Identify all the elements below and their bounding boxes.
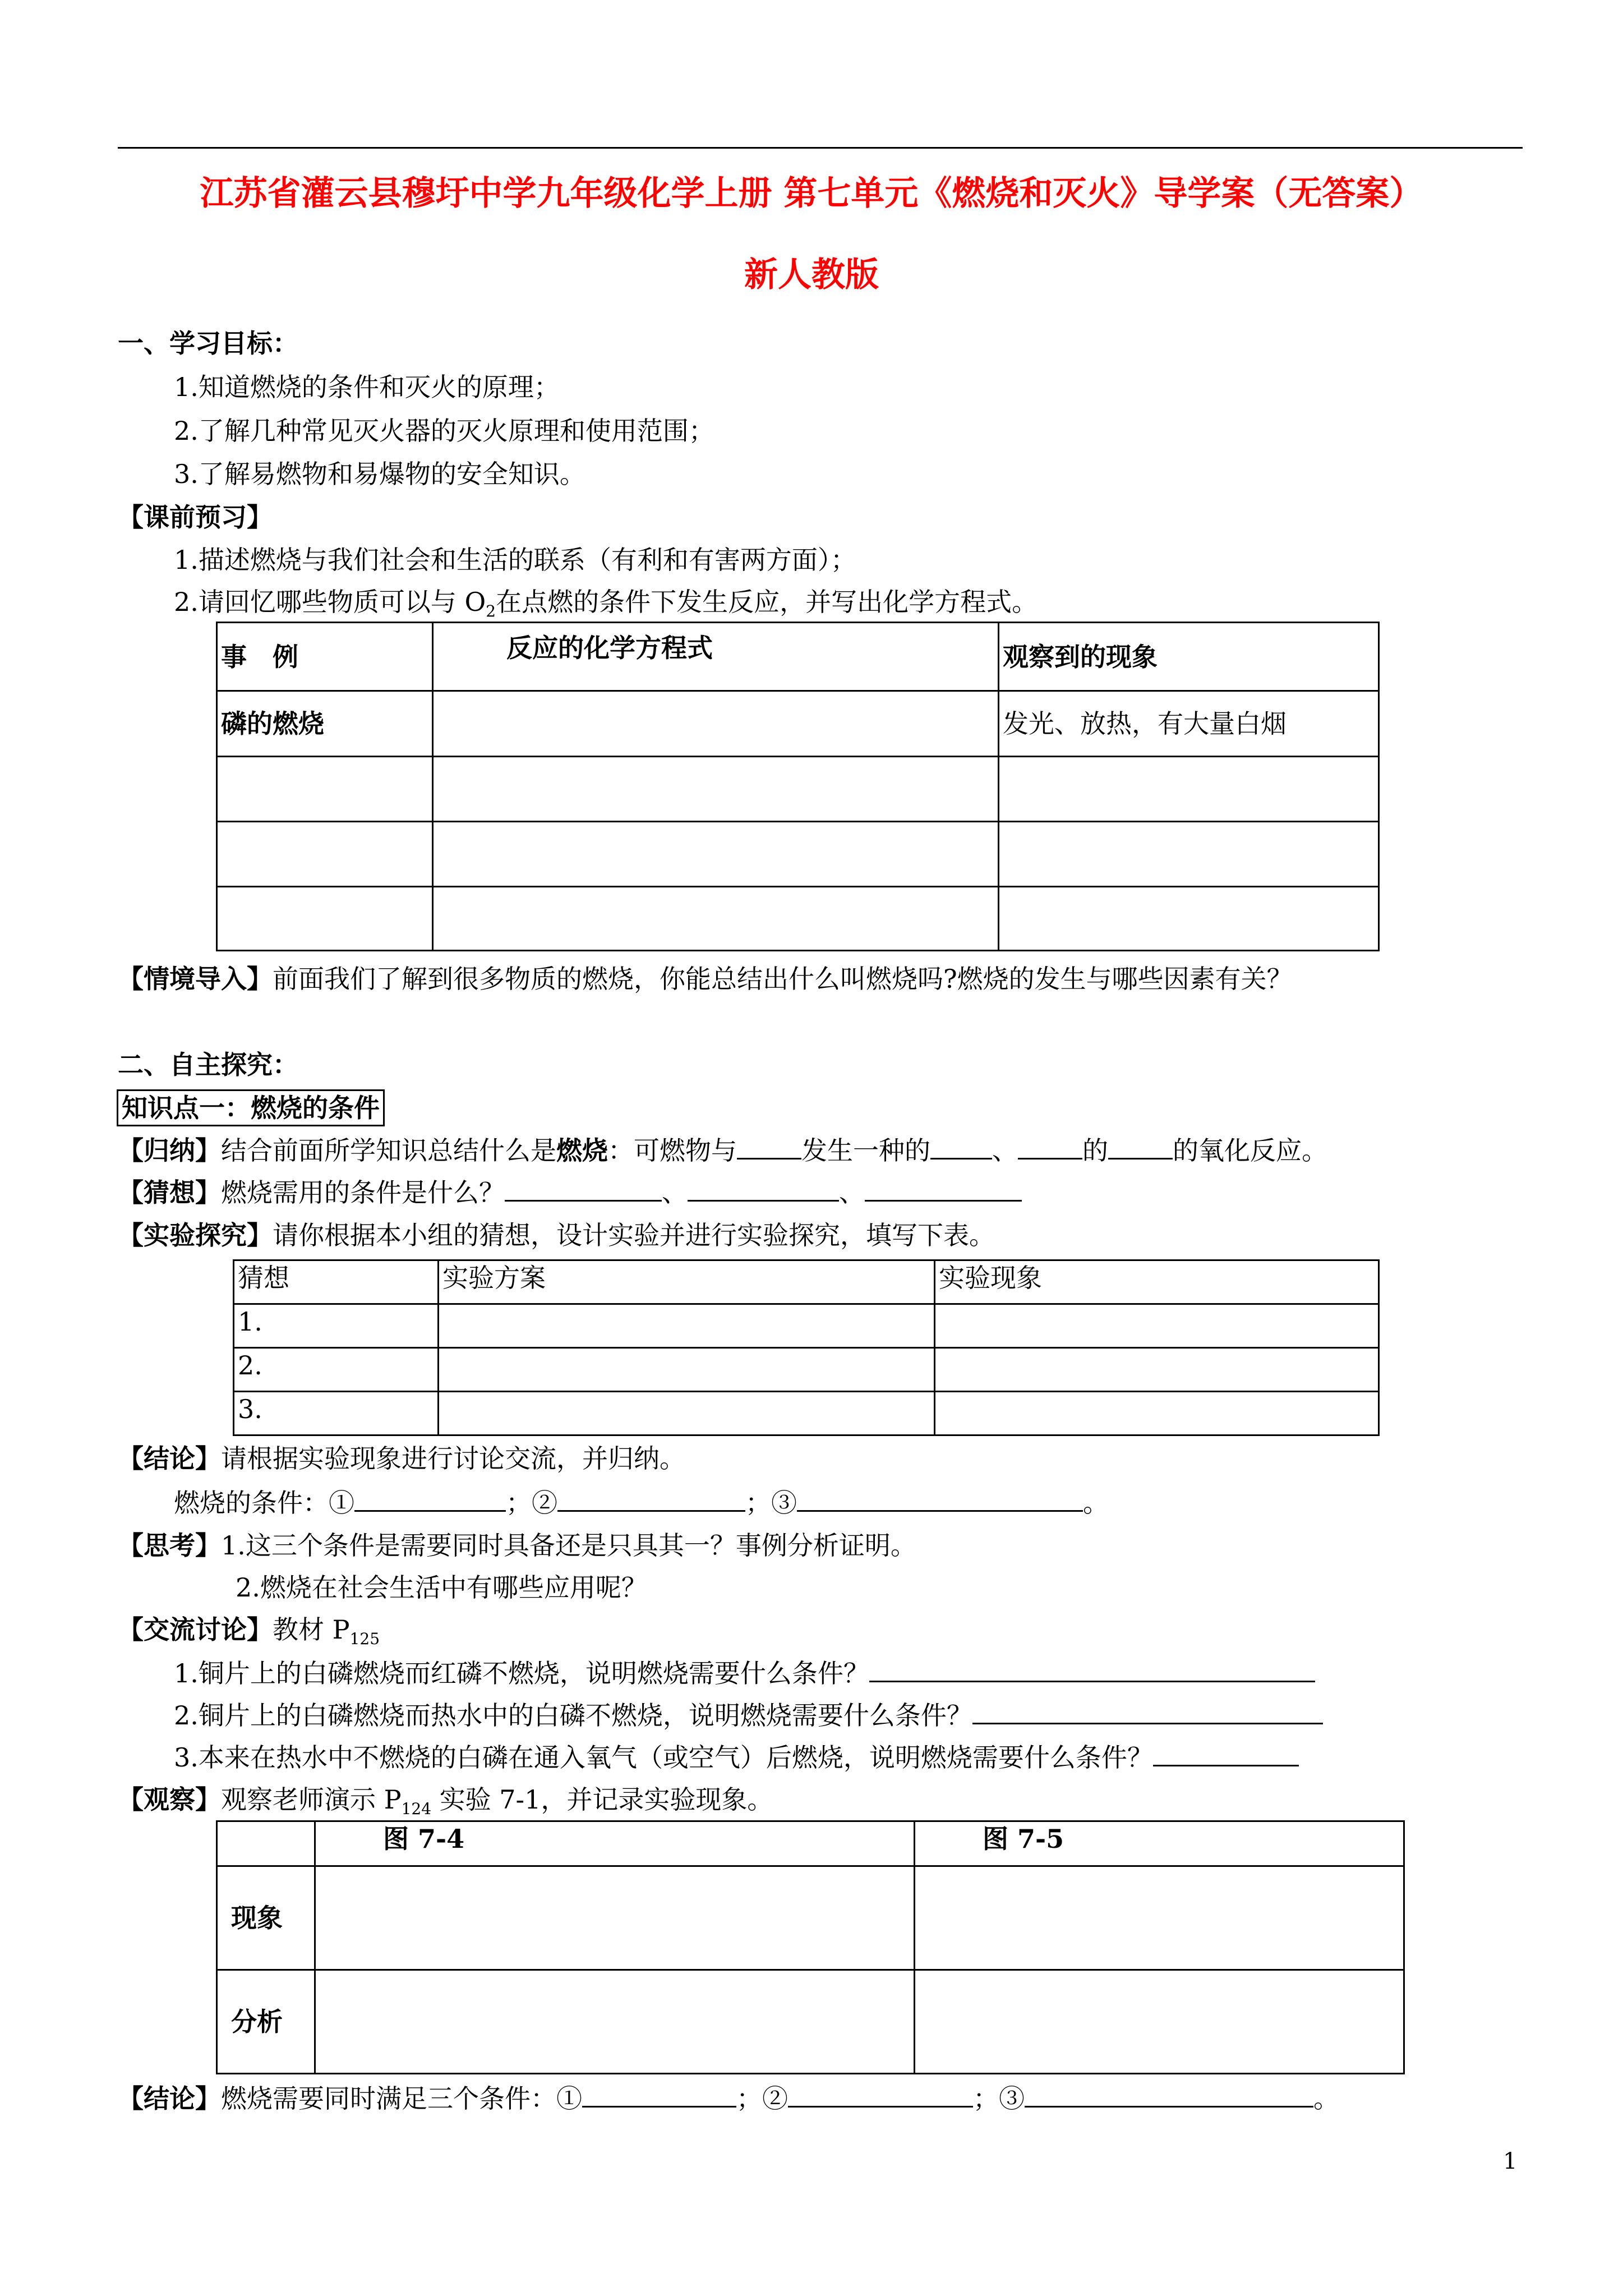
experiment-table-cell: 3.: [234, 1392, 439, 1435]
fill-blank[interactable]: [354, 1485, 506, 1512]
experiment-table-cell[interactable]: [439, 1304, 935, 1348]
observation-table-corner: [217, 1821, 315, 1866]
reaction-table-cell[interactable]: [433, 691, 999, 757]
preview-heading: 【课前预习】: [118, 502, 273, 532]
discuss-q2: 2.铜片上的白磷燃烧而热水中的白磷不燃烧，说明燃烧需要什么条件？: [174, 1698, 1323, 1732]
objective-item-3: 3.了解易燃物和易爆物的安全知识。: [174, 459, 585, 489]
reaction-table-cell: 磷的燃烧: [217, 691, 433, 757]
fill-blank[interactable]: [1025, 2081, 1313, 2108]
document-title-line2: 新人教版: [744, 255, 879, 295]
conclusion2-line: 【结论】燃烧需要同时满足三个条件：① ；② ；③ 。: [118, 2081, 1339, 2115]
experiment-table-cell[interactable]: [439, 1392, 935, 1435]
discuss-q1: 1.铜片上的白磷燃烧而红磷不燃烧，说明燃烧需要什么条件？: [174, 1656, 1315, 1690]
observation-table-header-fig75: 图 7-5: [915, 1821, 1404, 1866]
observation-table-cell[interactable]: [315, 1866, 915, 1970]
reaction-table-header-phenomenon: 观察到的现象: [999, 623, 1379, 691]
fill-blank[interactable]: [1018, 1133, 1082, 1159]
section1-heading: 一、学习目标：: [118, 328, 298, 358]
objective-item-2: 2.了解几种常见灭火器的灭火原理和使用范围；: [174, 416, 714, 446]
reaction-table-cell[interactable]: [217, 887, 433, 951]
scenario-line: 【情境导入】前面我们了解到很多物质的燃烧，你能总结出什么叫燃烧吗?燃烧的发生与哪些因素有关？: [118, 964, 1293, 994]
page-number: 1: [1503, 2148, 1518, 2174]
experiment-line: 【实验探究】请你根据本小组的猜想，设计实验并进行实验探究，填写下表。: [118, 1220, 995, 1250]
preview-item-1: 1.描述燃烧与我们社会和生活的联系（有利和有害两方面）；: [174, 545, 856, 575]
experiment-table-cell[interactable]: [439, 1348, 935, 1392]
observation-table-cell[interactable]: [315, 1970, 915, 2074]
reaction-table-cell[interactable]: [999, 822, 1379, 887]
observation-table: [216, 1820, 1405, 2074]
conditions-line: 燃烧的条件：① ；② ；③ 。: [174, 1485, 1109, 1520]
experiment-table-header-plan: 实验方案: [439, 1260, 935, 1304]
observation-table-header-fig74: 图 7-4: [315, 1821, 915, 1866]
fill-blank[interactable]: [865, 1175, 1022, 1202]
knowledge-point-box: 知识点一：燃烧的条件: [117, 1089, 385, 1126]
think-line-1: 【思考】1.这三个条件是需要同时具备还是只具其一？事例分析证明。: [118, 1530, 916, 1561]
document-title-line1: 江苏省灌云县穆圩中学九年级化学上册 第七单元《燃烧和灭火》导学案（无答案）: [200, 174, 1423, 213]
reaction-table-header-equation: 反应的化学方程式: [433, 623, 999, 691]
experiment-table-cell: 2.: [234, 1348, 439, 1392]
fill-blank[interactable]: [1153, 1740, 1299, 1766]
discuss-q3: 3.本来在热水中不燃烧的白磷在通入氧气（或空气）后燃烧，说明燃烧需要什么条件？: [174, 1740, 1299, 1774]
reaction-table-cell[interactable]: [217, 757, 433, 822]
objective-item-1: 1.知道燃烧的条件和灭火的原理；: [174, 372, 560, 402]
reaction-table: [216, 622, 1380, 951]
fill-blank[interactable]: [972, 1698, 1323, 1724]
top-rule: [118, 147, 1523, 149]
observation-table-cell[interactable]: [915, 1970, 1404, 2074]
fill-blank[interactable]: [788, 2081, 973, 2108]
observation-table-cell[interactable]: [915, 1866, 1404, 1970]
discuss-line: 【交流讨论】教材 $P_{125}$: [118, 1614, 380, 1649]
observe-line: 【观察】观察老师演示 $P_{124}$ 实验 7-1，并记录实验现象。: [118, 1784, 773, 1819]
guess-line: 【猜想】燃烧需用的条件是什么？ 、 、: [118, 1175, 1022, 1209]
fill-blank[interactable]: [797, 1485, 1083, 1512]
reaction-table-cell[interactable]: [433, 822, 999, 887]
fill-blank[interactable]: [1108, 1133, 1173, 1159]
fill-blank[interactable]: [557, 1485, 745, 1512]
reaction-table-cell: 发光、放热，有大量白烟: [999, 691, 1379, 757]
experiment-table-header-guess: 猜想: [234, 1260, 439, 1304]
think-line-2: 2.燃烧在社会生活中有哪些应用呢？: [236, 1572, 647, 1603]
section2-heading: 二、自主探究：: [118, 1050, 298, 1080]
fill-blank[interactable]: [869, 1656, 1315, 1682]
experiment-table-cell[interactable]: [935, 1348, 1379, 1392]
fill-blank[interactable]: [505, 1175, 662, 1202]
experiment-table-cell: 1.: [234, 1304, 439, 1348]
experiment-table-header-phenomenon: 实验现象: [935, 1260, 1379, 1304]
fill-blank[interactable]: [688, 1175, 839, 1202]
observation-row-label: 分析: [217, 1970, 315, 2074]
fill-blank[interactable]: [737, 1133, 801, 1159]
experiment-table: [233, 1259, 1380, 1436]
reaction-table-cell[interactable]: [999, 887, 1379, 951]
experiment-table-cell[interactable]: [935, 1392, 1379, 1435]
preview-item-2: 2.请回忆哪些物质可以与 $O_2$在点燃的条件下发生反应，并写出化学方程式。: [174, 587, 1038, 621]
experiment-table-cell[interactable]: [935, 1304, 1379, 1348]
conclusion1-line: 【结论】请根据实验现象进行讨论交流，并归纳。: [118, 1443, 685, 1474]
guina-line: 【归纳】结合前面所学知识总结什么是燃烧：可燃物与 发生一种的 、 的 的氧化反应。: [118, 1133, 1327, 1167]
reaction-table-cell[interactable]: [433, 887, 999, 951]
reaction-table-cell[interactable]: [999, 757, 1379, 822]
reaction-table-cell[interactable]: [217, 822, 433, 887]
fill-blank[interactable]: [582, 2081, 736, 2108]
fill-blank[interactable]: [930, 1133, 992, 1159]
observation-row-label: 现象: [217, 1866, 315, 1970]
reaction-table-cell[interactable]: [433, 757, 999, 822]
reaction-table-header-example: 事 例: [217, 623, 433, 691]
